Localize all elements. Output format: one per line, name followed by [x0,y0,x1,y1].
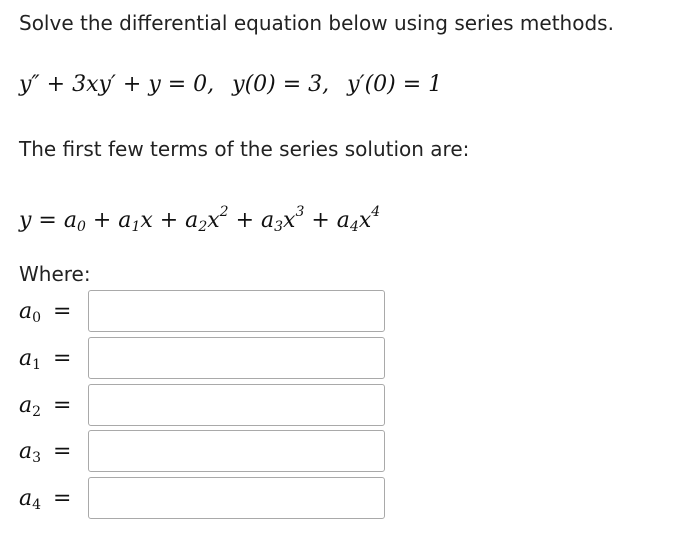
series-sup-2: 2 [219,204,229,220]
coefficient-letter: a [19,393,33,418]
answer-input-a2[interactable] [88,384,385,426]
coefficient-subscript: 1 [32,357,42,373]
coefficient-letter: a [19,299,33,324]
initial-condition-1: y(0) = 3, [232,72,330,97]
coefficient-label-a3 [19,438,41,472]
coefficient-label-a2 [19,392,41,426]
answer-input-a0[interactable] [88,290,385,332]
series-sub-2: 2 [198,219,208,235]
equals-sign: = [53,439,72,464]
series-sub-3: 3 [274,219,284,235]
equals-sign: = [53,393,72,418]
series-sup-3: 3 [295,204,305,220]
series-sup-4: 4 [371,204,381,220]
series-intro: The first few terms of the series solution are: [19,137,470,161]
coefficient-letter: a [19,486,33,511]
coefficient-label-a4 [19,485,41,519]
answer-input-a1[interactable] [88,337,385,379]
coefficient-row-a2 [19,384,399,428]
answer-input-a4[interactable] [88,477,385,519]
differential-equation [19,68,442,102]
where-label: Where: [19,262,91,286]
coefficient-letter: a [19,346,33,371]
series-term-4b: x [358,208,372,233]
equation-lhs: y″ + 3xy′ + y = 0, [19,72,215,97]
series-expression [19,192,380,247]
answer-input-a3[interactable] [88,430,385,472]
series-term-3a: + a [228,208,275,233]
coefficient-row-a1 [19,337,399,381]
coefficient-subscript: 2 [32,404,42,420]
equals-sign: = [53,299,72,324]
series-sub-0: 0 [76,219,86,235]
problem-prompt: Solve the differential equation below using series methods. [19,11,614,35]
equals-sign: = [53,346,72,371]
series-sub-4: 4 [349,219,359,235]
series-lead: y = a [19,208,77,233]
series-term-3b: x [283,208,296,233]
series-term-4a: + a [304,208,350,233]
coefficient-subscript: 0 [32,310,42,326]
coefficient-row-a0 [19,290,399,334]
series-sub-1: 1 [131,219,141,235]
series-term-2b: x [207,208,220,233]
series-term-1b: x + a [140,208,199,233]
coefficient-row-a3 [19,430,399,474]
equals-sign: = [53,486,72,511]
coefficient-label-a1 [19,345,41,379]
coefficient-subscript: 3 [32,450,42,466]
coefficient-subscript: 4 [32,497,42,513]
coefficient-letter: a [19,439,33,464]
coefficient-label-a0 [19,298,41,332]
series-term-1a: + a [85,208,132,233]
coefficient-row-a4 [19,477,399,521]
initial-condition-2: y′(0) = 1 [347,72,443,97]
